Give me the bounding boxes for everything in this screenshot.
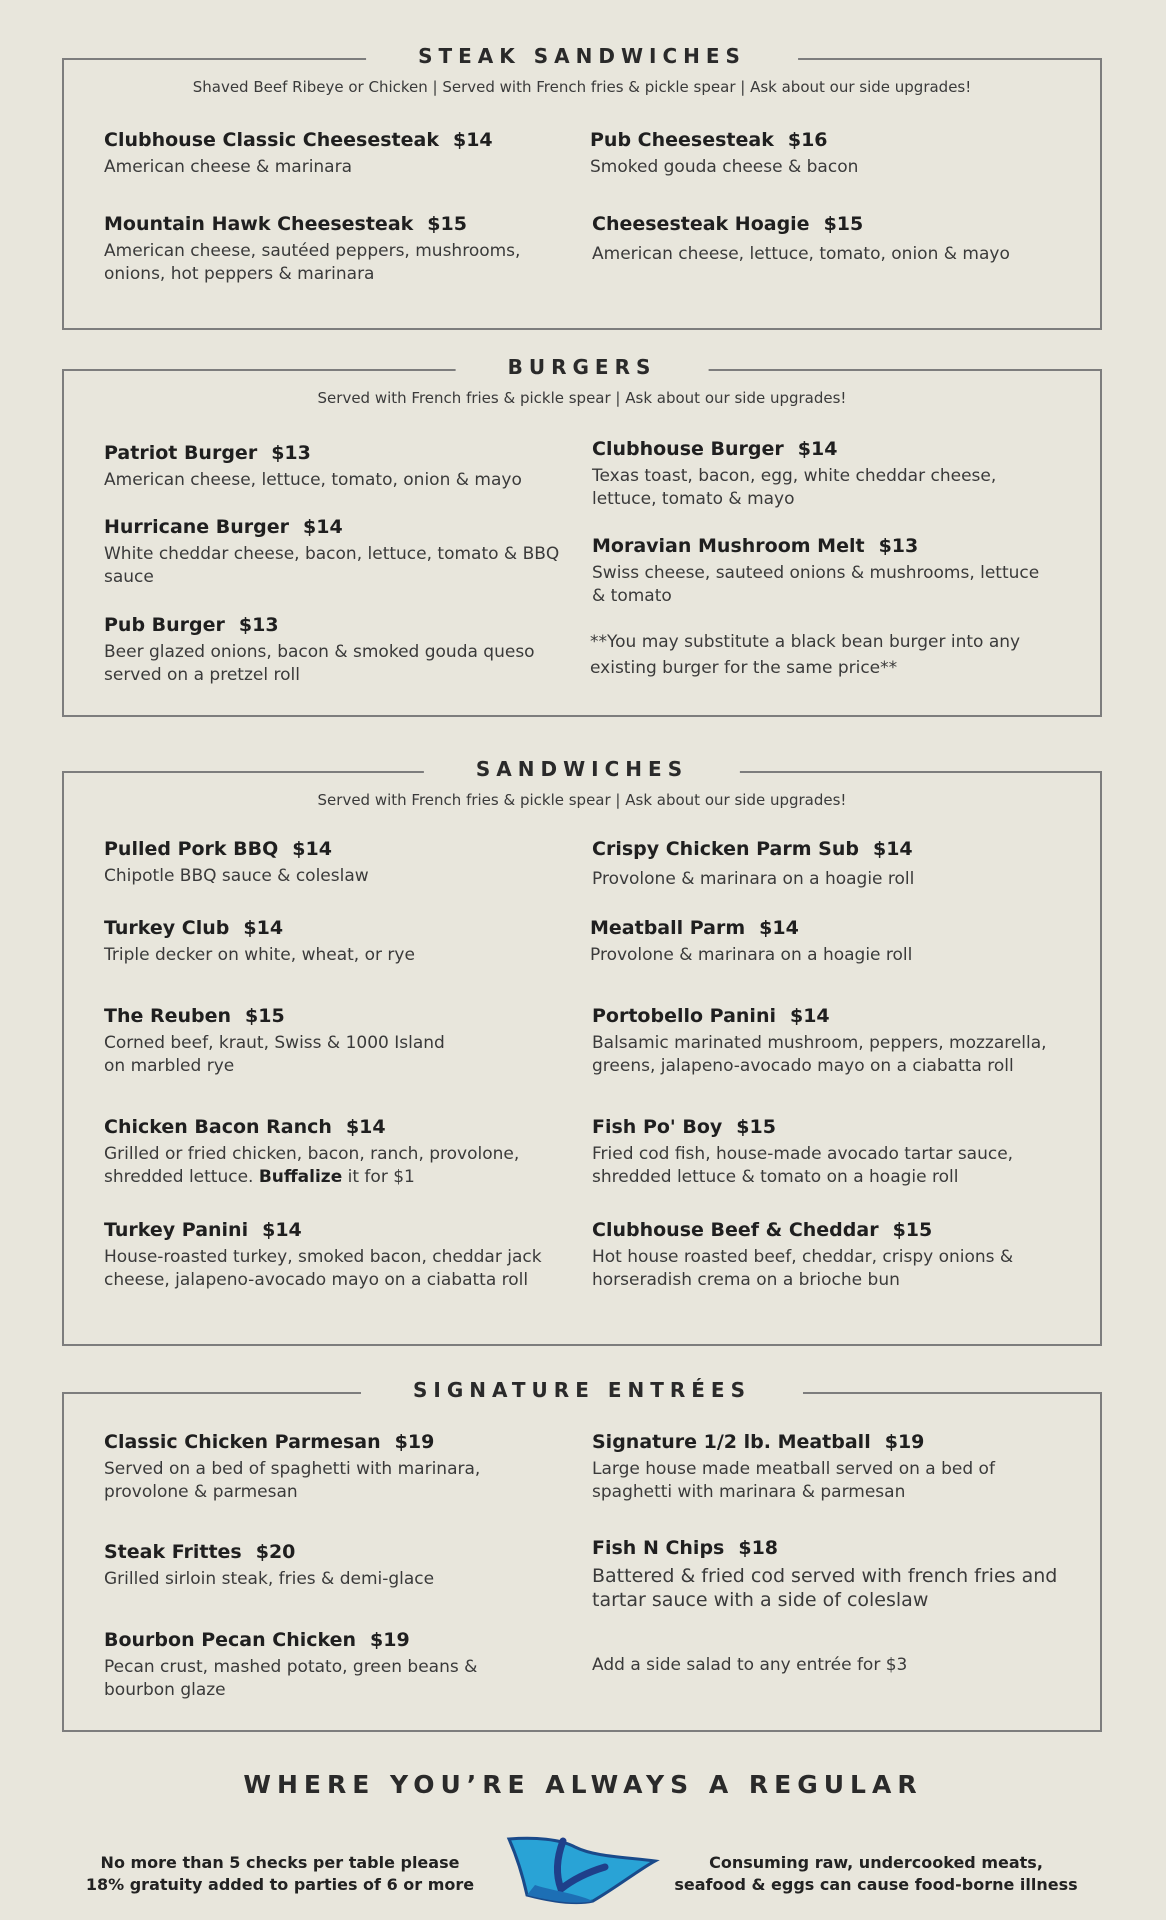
menu-item [104, 1540, 564, 1591]
menu-item [592, 1115, 1072, 1189]
item-price: $18 [738, 1537, 779, 1559]
item-description: Pecan crust, mashed potato, green beans & bourbon glaze [104, 1657, 478, 1700]
item-name: Chicken Bacon Ranch [104, 1116, 332, 1138]
section-title: SANDWICHES [424, 755, 740, 783]
item-description: Triple decker on white, wheat, or rye [104, 945, 415, 965]
menu-item [104, 1218, 574, 1292]
food-safety-line: Consuming raw, undercooked meats, [709, 1853, 1043, 1872]
item-description: Hot house roasted beef, cheddar, crispy onions & horseradish crema on a brioche bun [592, 1247, 1014, 1290]
item-description: Balsamic marinated mushroom, peppers, mozzarella, greens, jalapeno-avocado mayo on a ciabatta roll [592, 1033, 1047, 1076]
item-price: $14 [797, 438, 838, 460]
menu-item [592, 1218, 1052, 1292]
food-safety-note [666, 1852, 1086, 1896]
item-name: Clubhouse Classic Cheesesteak [104, 129, 439, 151]
item-price: $14 [789, 1005, 830, 1027]
item-price: $15 [427, 213, 467, 235]
section-title: BURGERS [456, 353, 709, 381]
item-price: $14 [759, 917, 799, 939]
item-description: Served on a bed of spaghetti with marinara, provolone & parmesan [104, 1459, 481, 1502]
item-name: Fish N Chips [592, 1537, 725, 1559]
menu-item [592, 437, 1052, 511]
item-name: Crispy Chicken Parm Sub [592, 838, 859, 860]
item-name: Bourbon Pecan Chicken [104, 1629, 357, 1651]
item-name: The Reuben [104, 1005, 232, 1027]
item-description: Provolone & marinara on a hoagie roll [590, 945, 913, 965]
side-salad-note: Add a side salad to any entrée for $3 [592, 1655, 908, 1675]
item-description: Corned beef, kraut, Swiss & 1000 Island on marbled rye [104, 1033, 445, 1076]
item-name: Moravian Mushroom Melt [592, 535, 865, 557]
item-name: Mountain Hawk Cheesesteak [104, 213, 414, 235]
item-price: $19 [884, 1431, 925, 1453]
desc-text: it for $1 [342, 1167, 415, 1187]
item-description: Texas toast, bacon, egg, white cheddar cheese, lettuce, tomato & mayo [592, 466, 997, 509]
item-description: Chipotle BBQ sauce & coleslaw [104, 866, 369, 886]
item-name: Turkey Panini [104, 1219, 249, 1241]
section-subtitle: Shaved Beef Ribeye or Chicken | Served with French fries & pickle spear | Ask about our side upgrades! [192, 78, 972, 96]
hawk-wing-logo-icon [505, 1835, 660, 1905]
menu-item [104, 916, 564, 967]
item-description: Swiss cheese, sauteed onions & mushrooms, lettuce & tomato [592, 563, 1040, 606]
item-name: Cheesesteak Hoagie [592, 213, 810, 235]
menu-item [590, 128, 1050, 179]
menu-item [104, 515, 564, 589]
item-price: $15 [245, 1005, 285, 1027]
item-price: $14 [262, 1219, 302, 1241]
item-description [104, 1143, 564, 1189]
check-policy-line: No more than 5 checks per table please [100, 1853, 460, 1872]
item-price: $14 [292, 838, 332, 860]
item-name: Turkey Club [104, 917, 230, 939]
item-price: $14 [243, 917, 284, 939]
menu-item [104, 1115, 564, 1189]
item-name: Clubhouse Burger [592, 438, 784, 460]
item-price: $14 [345, 1116, 386, 1138]
menu-item [592, 1536, 1062, 1612]
signature-entrees-section [62, 1378, 1102, 1732]
item-price: $14 [303, 516, 343, 538]
menu-item [592, 1430, 1052, 1504]
item-price: $15 [823, 213, 864, 235]
item-description: American cheese & marinara [104, 157, 353, 177]
item-price: $16 [787, 129, 828, 151]
item-description: American cheese, lettuce, tomato, onion & mayo [104, 470, 522, 490]
section-title: STEAK SANDWICHES [366, 42, 798, 70]
item-name: Clubhouse Beef & Cheddar [592, 1219, 879, 1241]
item-name: Pulled Pork BBQ [104, 838, 279, 860]
item-name: Signature 1/2 lb. Meatball [592, 1431, 871, 1453]
item-name: Steak Frittes [104, 1541, 242, 1563]
item-name: Pub Cheesesteak [590, 129, 774, 151]
item-name: Meatball Parm [590, 917, 746, 939]
burgers-section [62, 355, 1102, 717]
food-safety-line: seafood & eggs can cause food-borne illness [674, 1875, 1078, 1894]
buffalize-text: Buffalize [258, 1167, 343, 1187]
item-name: Fish Po' Boy [592, 1116, 723, 1138]
item-name: Pub Burger [104, 614, 225, 636]
section-subtitle: Served with French fries & pickle spear | Ask about our side upgrades! [317, 389, 847, 407]
menu-item [592, 1004, 1072, 1078]
tagline: WHERE YOU’RE ALWAYS A REGULAR [243, 1770, 923, 1799]
item-price: $13 [271, 442, 311, 464]
item-price: $20 [255, 1541, 296, 1563]
item-description: Provolone & marinara on a hoagie roll [592, 869, 915, 889]
menu-item [590, 916, 1050, 967]
menu-item [104, 212, 564, 286]
item-description: Smoked gouda cheese & bacon [590, 157, 859, 177]
section-title: SIGNATURE ENTRÉES [361, 1376, 803, 1404]
black-bean-note: **You may substitute a black bean burger into any existing burger for the same price** [590, 632, 1021, 678]
item-name: Patriot Burger [104, 442, 258, 464]
item-price: $15 [736, 1116, 776, 1138]
item-price: $15 [892, 1219, 933, 1241]
menu-item [104, 441, 564, 492]
item-description: White cheddar cheese, bacon, lettuce, tomato & BBQ sauce [104, 544, 560, 587]
item-price: $14 [452, 129, 493, 151]
item-description: Grilled sirloin steak, fries & demi-glace [104, 1569, 435, 1589]
item-description: Large house made meatball served on a bed of spaghetti with marinara & parmesan [592, 1459, 995, 1502]
check-policy-note [70, 1852, 490, 1896]
menu-item [104, 613, 564, 687]
menu-item [104, 1430, 564, 1504]
menu-item [104, 1628, 564, 1702]
item-price: $19 [370, 1629, 410, 1651]
item-price: $19 [394, 1431, 435, 1453]
item-name: Classic Chicken Parmesan [104, 1431, 381, 1453]
steak-sandwiches-section [62, 44, 1102, 330]
menu-item [104, 1004, 564, 1078]
item-name: Hurricane Burger [104, 516, 290, 538]
item-description: Fried cod fish, house-made avocado tartar sauce, shredded lettuce & tomato on a hoagie roll [592, 1144, 1014, 1187]
item-price: $13 [238, 614, 279, 636]
gratuity-line: 18% gratuity added to parties of 6 or more [85, 1875, 475, 1894]
desc-text: Grilled or fried chicken, bacon, ranch, provolone, shredded lettuce. [104, 1144, 520, 1187]
menu-item [592, 837, 1052, 891]
item-price: $14 [872, 838, 913, 860]
menu-item [592, 534, 1052, 608]
menu-item [592, 212, 1052, 266]
item-description: House-roasted turkey, smoked bacon, cheddar jack cheese, jalapeno-avocado mayo on a ciabatta roll [104, 1247, 542, 1290]
section-subtitle: Served with French fries & pickle spear | Ask about our side upgrades! [317, 791, 847, 809]
item-price: $13 [878, 535, 919, 557]
item-description: American cheese, lettuce, tomato, onion & mayo [592, 244, 1010, 264]
menu-item [104, 128, 564, 179]
item-description: American cheese, sautéed peppers, mushrooms, onions, hot peppers & marinara [104, 241, 521, 284]
item-description: Beer glazed onions, bacon & smoked gouda queso served on a pretzel roll [104, 642, 535, 685]
item-name: Portobello Panini [592, 1005, 776, 1027]
menu-item [104, 837, 564, 888]
sandwiches-section [62, 757, 1102, 1346]
item-description: Battered & fried cod served with french fries and tartar sauce with a side of coleslaw [592, 1565, 1058, 1611]
